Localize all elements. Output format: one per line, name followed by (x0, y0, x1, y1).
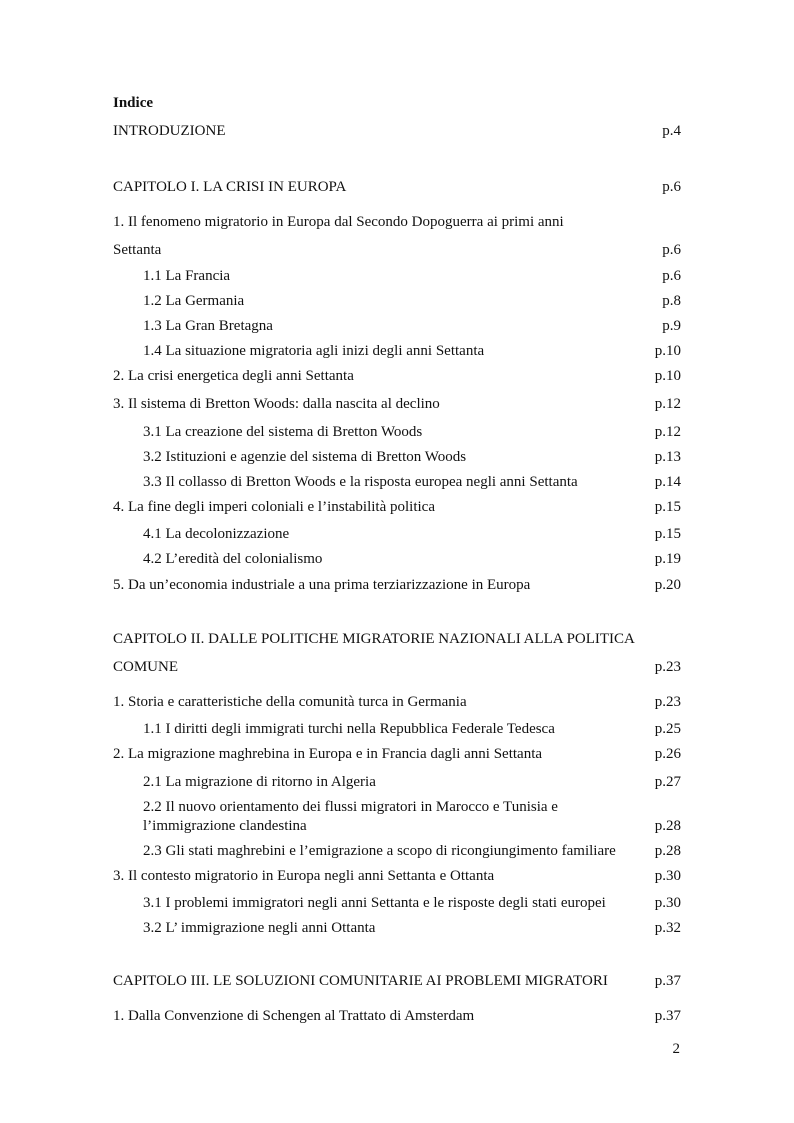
toc-entry-page: p.23 (654, 659, 681, 675)
toc-subsection (143, 919, 681, 937)
toc-section (113, 745, 681, 763)
toc-section (113, 693, 681, 711)
toc-subsection (143, 473, 681, 491)
toc-entry-title: CAPITOLO I. LA CRISI IN EUROPA (113, 179, 347, 195)
toc-chapter-2-line1 (113, 630, 681, 648)
toc-entry-page: p.13 (654, 449, 681, 465)
toc-entry-title: 3.2 L’ immigrazione negli anni Ottanta (143, 920, 376, 936)
toc-subsection-2-2-line1 (143, 798, 681, 816)
toc-chapter-3 (113, 972, 681, 990)
toc-entry-title: CAPITOLO III. LE SOLUZIONI COMUNITARIE AI PROBLEMI MIGRATORI (113, 973, 608, 989)
toc-section (113, 576, 681, 594)
toc-subsection (143, 525, 681, 543)
toc-section-1-line2 (113, 241, 681, 259)
toc-section (113, 1007, 681, 1025)
toc-entry-title: INTRODUZIONE (113, 123, 226, 139)
toc-entry-introduzione (113, 122, 681, 140)
toc-entry-title: 3.1 I problemi immigratori negli anni Settanta e le risposte degli stati europei (143, 895, 606, 911)
toc-entry-page: p.32 (654, 920, 681, 936)
toc-entry-page: p.12 (654, 424, 681, 440)
toc-subsection (143, 550, 681, 568)
toc-subsection-2-2-line2 (143, 817, 681, 835)
toc-section (113, 367, 681, 385)
toc-entry-page: p.12 (654, 396, 681, 412)
toc-entry-page: p.6 (662, 179, 681, 195)
toc-entry-title: 5. Da un’economia industriale a una prima terziarizzazione in Europa (113, 577, 531, 593)
toc-subsection (143, 894, 681, 912)
toc-heading: Indice (113, 95, 154, 111)
toc-entry-page: p.10 (654, 368, 681, 384)
toc-entry-title: 3.2 Istituzioni e agenzie del sistema di Bretton Woods (143, 449, 467, 465)
toc-entry-page: p.27 (654, 774, 681, 790)
toc-entry-page: p.25 (654, 721, 681, 737)
toc-entry-page: p.23 (654, 694, 681, 710)
toc-entry-title: 2.3 Gli stati maghrebini e l’emigrazione a scopo di ricongiungimento familiare (143, 843, 616, 859)
toc-entry-page: p.26 (654, 746, 681, 762)
toc-subsection (143, 773, 681, 791)
toc-entry-title: 3.3 Il collasso di Bretton Woods e la risposta europea negli anni Settanta (143, 474, 578, 490)
toc-entry-page: p.6 (662, 268, 681, 284)
toc-entry-title: 1.3 La Gran Bretagna (143, 318, 273, 334)
toc-entry-title: COMUNE (113, 659, 179, 675)
toc-entry-page: p.30 (654, 868, 681, 884)
toc-entry-title: 1.1 La Francia (143, 268, 231, 284)
toc-entry-page: p.8 (662, 293, 681, 309)
toc-entry-page: p.10 (654, 343, 681, 359)
toc-entry-title: 1. Storia e caratteristiche della comunità turca in Germania (113, 694, 467, 710)
toc-entry-title: 4. La fine degli imperi coloniali e l’instabilità politica (113, 499, 435, 515)
toc-entry-page: p.9 (662, 318, 681, 334)
toc-entry-page: p.4 (662, 123, 681, 139)
page-number: 2 (672, 1041, 680, 1057)
toc-chapter-1 (113, 178, 681, 196)
toc-entry-title: 4.1 La decolonizzazione (143, 526, 290, 542)
toc-entry-title: 2.2 Il nuovo orientamento dei flussi migratori in Marocco e Tunisia e (143, 799, 558, 815)
toc-entry-title: 1.1 I diritti degli immigrati turchi nella Repubblica Federale Tedesca (143, 721, 555, 737)
toc-entry-page: p.37 (654, 1008, 681, 1024)
toc-entry-title: 1. Dalla Convenzione di Schengen al Trattato di Amsterdam (113, 1008, 475, 1024)
toc-entry-page: p.14 (654, 474, 681, 490)
toc-entry-page: p.28 (654, 843, 681, 859)
toc-entry-title: 4.2 L’eredità del colonialismo (143, 551, 323, 567)
toc-entry-title: 2. La migrazione maghrebina in Europa e in Francia dagli anni Settanta (113, 746, 543, 762)
toc-subsection (143, 423, 681, 441)
toc-subsection (143, 292, 681, 310)
toc-entry-title: CAPITOLO II. DALLE POLITICHE MIGRATORIE NAZIONALI ALLA POLITICA (113, 631, 635, 647)
toc-entry-title: 1. Il fenomeno migratorio in Europa dal Secondo Dopoguerra ai primi anni (113, 214, 564, 230)
toc-entry-title: 2. La crisi energetica degli anni Settanta (113, 368, 354, 384)
toc-chapter-2-line2 (113, 658, 681, 676)
toc-entry-title: Settanta (113, 242, 162, 258)
toc-subsection (143, 317, 681, 335)
toc-entry-page: p.30 (654, 895, 681, 911)
toc-entry-page: p.6 (662, 242, 681, 258)
toc-section (113, 395, 681, 413)
toc-entry-title: 1.4 La situazione migratoria agli inizi degli anni Settanta (143, 343, 485, 359)
toc-section (113, 867, 681, 885)
toc-entry-page: p.28 (654, 818, 681, 834)
toc-entry-page: p.15 (654, 526, 681, 542)
toc-entry-page: p.15 (654, 499, 681, 515)
toc-entry-title: l’immigrazione clandestina (143, 818, 307, 834)
toc-subsection (143, 842, 681, 860)
toc-section (113, 498, 681, 516)
toc-subsection (143, 267, 681, 285)
toc-entry-page: p.37 (654, 973, 681, 989)
toc-entry-title: 3.1 La creazione del sistema di Bretton Woods (143, 424, 423, 440)
toc-subsection (143, 720, 681, 738)
toc-subsection (143, 342, 681, 360)
toc-section-1-line1 (113, 213, 681, 231)
toc-entry-title: 1.2 La Germania (143, 293, 245, 309)
toc-entry-page: p.19 (654, 551, 681, 567)
toc-entry-title: 2.1 La migrazione di ritorno in Algeria (143, 774, 376, 790)
toc-entry-title: 3. Il sistema di Bretton Woods: dalla nascita al declino (113, 396, 440, 412)
toc-entry-title: 3. Il contesto migratorio in Europa negli anni Settanta e Ottanta (113, 868, 495, 884)
toc-subsection (143, 448, 681, 466)
toc-entry-page: p.20 (654, 577, 681, 593)
